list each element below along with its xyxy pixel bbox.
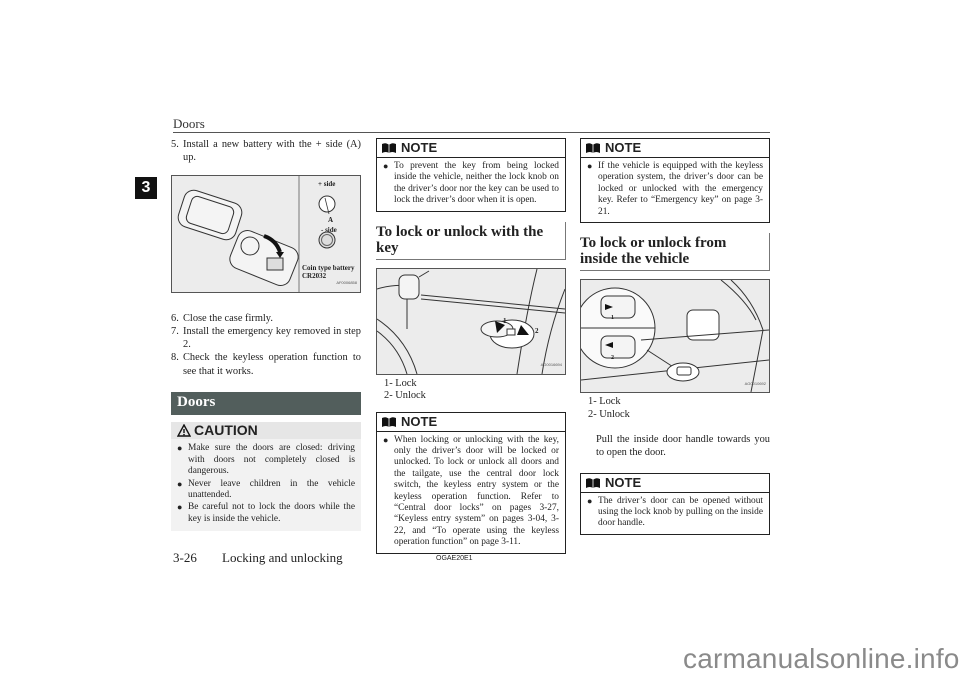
header-rule bbox=[173, 132, 770, 133]
figure-legend bbox=[384, 378, 566, 403]
step-5: 5. Install a new battery with the + side (A) up. bbox=[171, 139, 361, 164]
column-1 bbox=[171, 138, 361, 531]
note-header: NOTE bbox=[377, 139, 565, 158]
open-book-icon bbox=[585, 142, 601, 154]
instruction-paragraph: Pull the inside door handle towards you to open the door. bbox=[596, 434, 770, 459]
lock-label-1: 1 bbox=[611, 315, 614, 322]
watermark-link[interactable]: carmanualsonline.info bbox=[683, 643, 960, 674]
section-title-doors: Doors bbox=[171, 392, 361, 415]
door-interior-illustration bbox=[581, 280, 769, 392]
running-head: Doors bbox=[173, 116, 205, 131]
note-header: NOTE bbox=[581, 474, 769, 493]
caution-item: ● Make sure the doors are closed: driving with doors not completely closed is dangerous. bbox=[177, 443, 355, 477]
legend-unlock: 2- Unlock bbox=[384, 390, 426, 402]
figure-legend bbox=[588, 396, 770, 421]
unlock-label-2: 2 bbox=[611, 355, 614, 362]
battery-type-label: Coin type battery bbox=[302, 263, 355, 272]
note-box bbox=[376, 412, 566, 554]
bullet-icon: ● bbox=[177, 443, 183, 454]
caution-box bbox=[171, 422, 361, 531]
inside-door-figure bbox=[580, 279, 770, 393]
open-book-icon bbox=[381, 142, 397, 154]
note-box bbox=[376, 138, 566, 212]
door-exterior-illustration bbox=[377, 269, 565, 374]
note-header: NOTE bbox=[377, 413, 565, 432]
battery-figure bbox=[171, 175, 361, 293]
column-3 bbox=[580, 138, 770, 535]
note-item: ● When locking or unlocking with the key, only the driver’s door will be locked or unlocked. To lock or unlock all doors and the tailgate, use the central door lock switch, the keyless entry system or the keyless operation function. Refer to “Central door locks” on pages 3-27, “Keyless entry system” on pages 3-04, 3-22, and “To operate using the keyless operation function” on page 3-11. bbox=[383, 434, 559, 548]
footer-chapter-title: Locking and unlocking bbox=[222, 550, 343, 565]
bullet-icon: ● bbox=[587, 161, 593, 171]
step-6: 6. Close the case firmly. bbox=[171, 312, 273, 324]
unlock-label-2: 2 bbox=[535, 326, 539, 335]
legend-lock: 1- Lock bbox=[588, 396, 621, 408]
step-8: 8. Check the keyless operation function to see that it works. bbox=[171, 352, 361, 377]
door-key-figure bbox=[376, 268, 566, 375]
figure-code: AF0006858 bbox=[336, 280, 357, 286]
note-item: ● If the vehicle is equipped with the keyless operation system, the driver’s door can be locked or unlocked with the emergency key. Refer to “Emergency key” on page 3-21. bbox=[587, 161, 763, 217]
note-header: NOTE bbox=[581, 139, 769, 158]
document-code: OGAE20E1 bbox=[436, 555, 473, 562]
bullet-icon: ● bbox=[587, 495, 593, 506]
note-item: ● To prevent the key from being locked inside the vehicle, neither the lock knob on the driver’s door nor the key can be used to lock the driver’s door when it is open. bbox=[383, 161, 559, 206]
subheading-lock-from-inside: To lock or unlock from inside the vehicle bbox=[580, 233, 770, 271]
legend-lock: 1- Lock bbox=[384, 377, 417, 389]
minus-side-label: - side bbox=[321, 225, 337, 234]
warning-triangle-icon bbox=[177, 424, 191, 437]
column-2 bbox=[376, 138, 566, 554]
label-a: A bbox=[328, 215, 334, 224]
open-book-icon bbox=[585, 477, 601, 489]
bullet-icon: ● bbox=[177, 478, 183, 489]
legend-unlock: 2- Unlock bbox=[588, 408, 630, 420]
battery-model-label: CR2032 bbox=[302, 271, 327, 280]
note-box bbox=[580, 473, 770, 535]
caution-header: CAUTION bbox=[171, 422, 361, 439]
bullet-icon: ● bbox=[383, 161, 389, 171]
chapter-tab: 3 bbox=[135, 177, 157, 199]
plus-side-label: + side bbox=[318, 179, 336, 188]
bullet-icon: ● bbox=[383, 434, 389, 445]
note-item: ● The driver’s door can be opened without using the lock knob by pulling on the inside door handle. bbox=[587, 495, 763, 529]
note-box bbox=[580, 138, 770, 223]
bullet-icon: ● bbox=[177, 502, 183, 513]
open-book-icon bbox=[381, 416, 397, 428]
subheading-lock-with-key: To lock or unlock with the key bbox=[376, 222, 566, 260]
caution-item: ● Never leave children in the vehicle unattended. bbox=[177, 478, 355, 500]
caution-item: ● Be careful not to lock the doors while the key is inside the vehicle. bbox=[177, 502, 355, 524]
figure-code: AG0016694 bbox=[540, 362, 562, 368]
lock-label-1: 1 bbox=[503, 316, 507, 325]
page-number: 3-26 bbox=[173, 550, 197, 565]
step-7: 7. Install the emergency key removed in step 2. bbox=[171, 325, 361, 351]
figure-code: AG0010692 bbox=[744, 380, 766, 386]
